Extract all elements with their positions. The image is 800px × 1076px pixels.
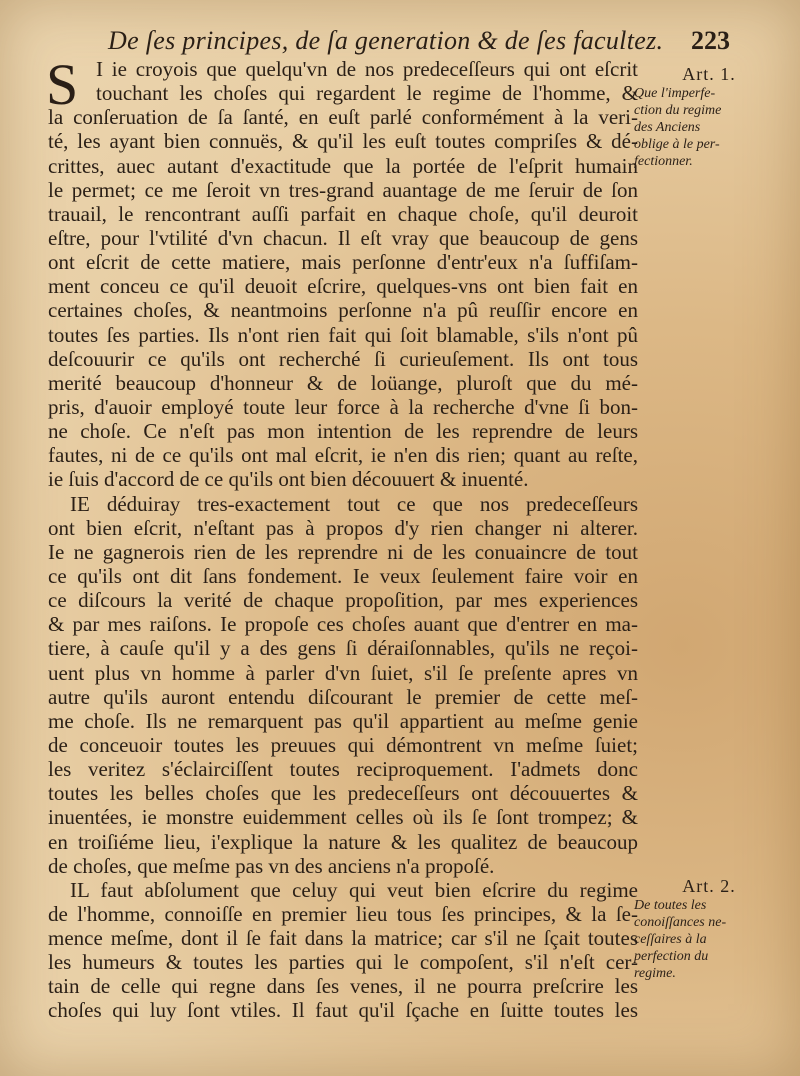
text-line: toutes les belles choſes que les predeceſſeurs ont découuertes & (48, 781, 638, 806)
margin-note-2 (634, 876, 784, 982)
text-line: mence meſme, dont il ſe fait dans la matrice; car s'il ne ſçait toutes (48, 926, 638, 951)
text-line: & par mes raiſons. Ie propoſe ces choſes auant que d'entrer en ma- (48, 612, 638, 637)
text-line: IL faut abſolument que celuy qui veut bien eſcrire du regime (70, 877, 638, 902)
text-line: les veritez s'éclairciſſent toutes reciproquement. I'admets donc (48, 757, 638, 782)
note-line: ceſſaires à la (634, 932, 707, 947)
note-line: fectionner. (634, 154, 693, 169)
text-line: choſes qui luy ſont vtiles. Il faut qu'il ſçache en ſuitte toutes les (48, 998, 638, 1023)
text-line: I ie croyois que quelqu'vn de nos predeceſſeurs qui ont eſcrit (96, 57, 638, 81)
page-header (100, 22, 730, 56)
running-head: De ſes principes, de ſa generation & de ſes facultez. (108, 26, 664, 55)
text-line: ie ſuis d'accord de ce qu'ils ont bien découuert & inuenté. (48, 467, 529, 492)
text-line: eſtre, pour l'vtilité d'vn chacun. Il eſt vray que beaucoup de gens (48, 225, 638, 250)
text-line: pris, d'auoir employé toute leur force à la recherche d'vne ſi bon- (48, 394, 638, 419)
paragraph-2 (48, 492, 638, 878)
note-line: conoiſſances ne- (634, 915, 727, 930)
drop-cap: S (46, 52, 79, 117)
text-line: inuentées, ie monstre euidemment celles où ils ſe ſont trompez; & (48, 805, 638, 830)
text-line: autre qu'ils auront entendu diſcourant le premier de cette meſ- (48, 684, 638, 709)
margin-note-1 (634, 64, 784, 170)
note-line: regime. (634, 966, 676, 981)
note-line: perfection du (634, 949, 709, 964)
text-line: Ie ne gagnerois rien de les reprendre ni de les conuaincre de tout (48, 539, 638, 564)
text-line: touchant les choſes qui regardent le regime de l'homme, & (96, 81, 638, 106)
paragraph-3 (48, 878, 638, 1023)
text-line: certaines choſes, & neantmoins perſonne n'a pû reuſſir encore en (48, 298, 638, 323)
note-line: des Anciens (634, 120, 701, 135)
text-line: tain de celle qui regne dans ſes venes, il ne pourra preſcrire les (48, 974, 638, 999)
text-line: en troiſiéme lieu, i'explique la nature & les qualitez de beaucoup (48, 829, 638, 854)
text-line: ment conceu ce qu'il deuoit eſcrire, quelques-vns ont bien fait en (48, 274, 638, 299)
article-number: Art. 2. (682, 876, 736, 896)
text-line: toutes ſes parties. Ils n'ont rien fait qui ſoit blamable, s'ils n'ont pû (48, 322, 638, 347)
article-number: Art. 1. (682, 64, 736, 84)
text-line: les humeurs & toutes les parties qui le compoſent, s'il n'eſt cer- (48, 950, 638, 975)
text-line: de conceuoir toutes les preuues qui démontrent vn meſme ſuiet; (48, 732, 638, 757)
text-line: merité beaucoup d'honneur & de loüange, pluroſt que du mé- (48, 370, 638, 395)
text-line: le permet; ce me ſeroit vn tres-grand auantage de me ſeruir de ſon (48, 177, 638, 202)
note-line: oblige à le per- (634, 137, 720, 152)
text-line: me choſe. Ils ne remarquent pas qu'il appartient au meſme genie (48, 708, 638, 733)
body-text (46, 52, 638, 1023)
text-line: crittes, auec autant d'exactitude que la portée de l'eſprit humain (48, 153, 638, 178)
page-number: 223 (691, 26, 730, 55)
text-line: de choſes, que meſme pas vn des anciens n'a propoſé. (48, 853, 495, 878)
note-line: ction du regime (634, 103, 722, 118)
text-line: deſcouurir ce qu'ils ont recherché ſi curieuſement. Ils ont tous (48, 346, 638, 371)
text-line: uent plus vn homme à parler d'vn ſuiet, s'il ſe preſente apres vn (48, 660, 638, 685)
text-line: ce qu'ils ont dit ſans fondement. Ie veux ſeulement faire voir en (48, 563, 638, 588)
note-line: De toutes les (634, 898, 707, 913)
text-line: ont eſcrit de cette matiere, mais perſonne d'entr'eux n'a ſuffiſam- (48, 250, 638, 275)
text-line: tiere, à cauſe qu'il y a des gens ſi déraiſonnables, qu'ils ne reçoi- (48, 636, 638, 661)
text-line: té, les ayant bien connuës, & qu'il les euſt toutes compriſes & dé- (48, 129, 638, 154)
text-line: ne choſe. Ce n'eſt pas mon intention de les reprendre de leurs (48, 419, 638, 444)
text-line: ce diſcours la verité de chaque propoſition, par mes experiences (48, 588, 638, 613)
text-line: trauail, le rencontrant auſſi parfait en chaque choſe, qu'il deuroit (48, 201, 638, 226)
text-line: la conſeruation de ſa ſanté, en euſt parlé conformément à la veri- (48, 105, 638, 130)
text-line: ont bien eſcrit, n'eſtant pas à propos d'y rien changer ni alterer. (48, 515, 638, 540)
text-line: de l'homme, connoiſſe en premier lieu tous ſes principes, & la ſe- (48, 901, 638, 926)
paragraph-1 (46, 52, 638, 492)
note-line: Que l'imperfe- (634, 86, 716, 101)
text-line: IE déduiray tres-exactement tout ce que nos predeceſſeurs (70, 491, 638, 516)
text-line: fautes, ni de ce qu'ils ont mal eſcrit, ie n'en dis rien; quant au reſte, (48, 443, 638, 468)
